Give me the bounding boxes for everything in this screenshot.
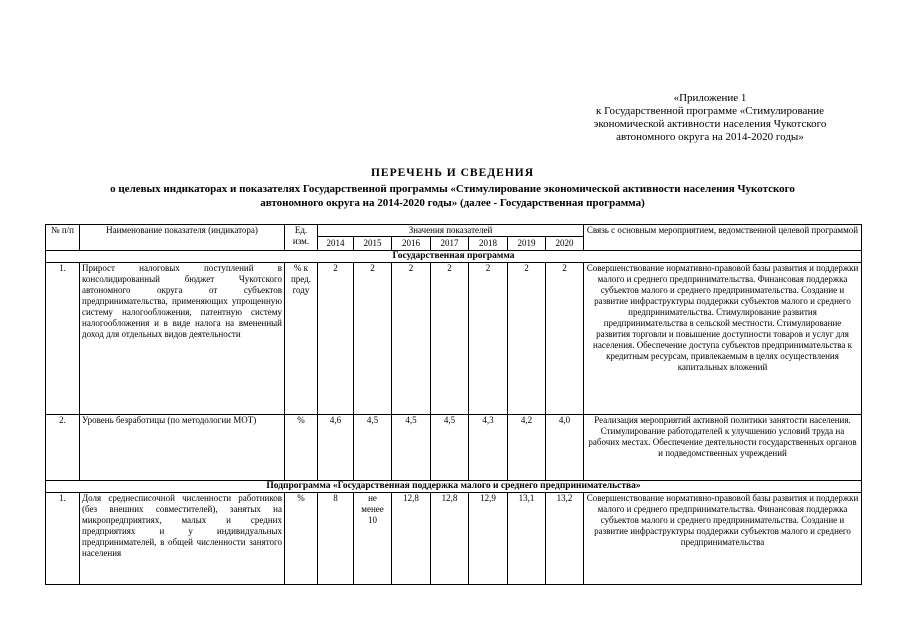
row-indicator-name: Доля среднесписочной численности работников (без внешних совместителей), занятых на микропредприятиях, малых и средних предприятиях и у индивидуальных предпринимателей, в общей численности занятого населения	[80, 493, 285, 585]
row-value: 12,8	[431, 493, 469, 585]
row-value: 2	[392, 263, 431, 415]
header-year: 2014	[318, 237, 354, 251]
row-value: 13,1	[508, 493, 546, 585]
row-link: Совершенствование нормативно-правовой базы развития и поддержки малого и среднего предпринимательства. Финансовая поддержка субъектов малого и среднего предпринимательства. Создание и развитие инфраструктуры поддержки субъектов малого и среднего предпринимательства	[584, 493, 862, 585]
header-year: 2015	[354, 237, 392, 251]
header-values: Значения показателей	[318, 225, 584, 237]
row-link: Реализация мероприятий активной политики занятости населения. Стимулирование работодателей к улучшению условий труда на рабочих местах. Обеспечение деятельности государственных органов и подведомственных учреждений	[584, 415, 862, 481]
row-unit: % к пред. году	[285, 263, 318, 415]
row-value: 4,3	[469, 415, 508, 481]
header-unit: Ед. изм.	[285, 225, 318, 251]
row-num: 2.	[46, 415, 80, 481]
appendix-note	[560, 92, 860, 144]
appendix-line: экономической активности населения Чукотского	[593, 118, 827, 130]
header-year: 2019	[508, 237, 546, 251]
appendix-line: автономного округа на 2014-2020 годы»	[616, 131, 804, 143]
indicators-table	[45, 224, 862, 585]
row-value: 4,5	[392, 415, 431, 481]
header-year: 2018	[469, 237, 508, 251]
row-num: 1.	[46, 493, 80, 585]
row-unit: %	[285, 415, 318, 481]
row-value: 2	[508, 263, 546, 415]
appendix-line: к Государственной программе «Стимулирование	[595, 105, 825, 117]
row-value: 2	[431, 263, 469, 415]
row-value: 4,5	[431, 415, 469, 481]
row-value: 4,2	[508, 415, 546, 481]
table-row	[46, 493, 862, 585]
subtitle-line-1: о целевых индикаторах и показателях Государственной программы «Стимулирование экономической активности населения Чукотского	[110, 183, 795, 195]
row-indicator-name: Уровень безработицы (по методологии МОТ)	[80, 415, 285, 481]
row-value: не менее 10	[354, 493, 392, 585]
section-subprogram: Подпрограмма «Государственная поддержка малого и среднего предпринимательства»	[46, 481, 862, 493]
row-value: 8	[318, 493, 354, 585]
header-link: Связь с основным мероприятием, ведомственной целевой программой	[584, 225, 862, 251]
header-year: 2016	[392, 237, 431, 251]
row-value: 2	[469, 263, 508, 415]
header-name: Наименование показателя (индикатора)	[80, 225, 285, 251]
row-value: 12,8	[392, 493, 431, 585]
row-value: 4,6	[318, 415, 354, 481]
row-link: Совершенствование нормативно-правовой базы развития и поддержки малого и среднего предпринимательства. Финансовая поддержка субъектов малого и среднего предпринимательства. Создание и развитие инфраструктуры поддержки субъектов малого и среднего предпринимательства. Стимулирование развития предпринимательства в сельской местности. Стимулирование развития торговли и повышение доступности товаров и услуг для населения. Обеспечение доступа субъектов предпринимательства к кредитным ресурсам, привлекаемым в целях осуществления капитальных вложений	[584, 263, 862, 415]
row-num: 1.	[46, 263, 80, 415]
appendix-line: «Приложение 1	[673, 92, 747, 104]
header-num: № п/п	[46, 225, 80, 251]
row-value: 13,2	[546, 493, 584, 585]
row-unit: %	[285, 493, 318, 585]
header-year: 2017	[431, 237, 469, 251]
section-state-program: Государственная программа	[46, 251, 862, 263]
table-row	[46, 415, 862, 481]
row-indicator-name: Прирост налоговых поступлений в консолидированный бюджет Чукотского автономного округа от субъектов предпринимательства, применяющих упрощенную систему налогообложения, патентную систему налогообложения и в виде налога на вмененный доход для отдельных видов деятельности	[80, 263, 285, 415]
row-value: 2	[354, 263, 392, 415]
subtitle-line-2: автономного округа на 2014-2020 годы» (далее - Государственная программа)	[260, 197, 645, 209]
row-value: 4,0	[546, 415, 584, 481]
document-title: ПЕРЕЧЕНЬ И СВЕДЕНИЯ	[370, 167, 535, 179]
document-subtitle	[40, 182, 865, 210]
row-value: 2	[546, 263, 584, 415]
row-value: 2	[318, 263, 354, 415]
row-value: 4,5	[354, 415, 392, 481]
header-year: 2020	[546, 237, 584, 251]
table-row	[46, 263, 862, 415]
row-value: 12,9	[469, 493, 508, 585]
